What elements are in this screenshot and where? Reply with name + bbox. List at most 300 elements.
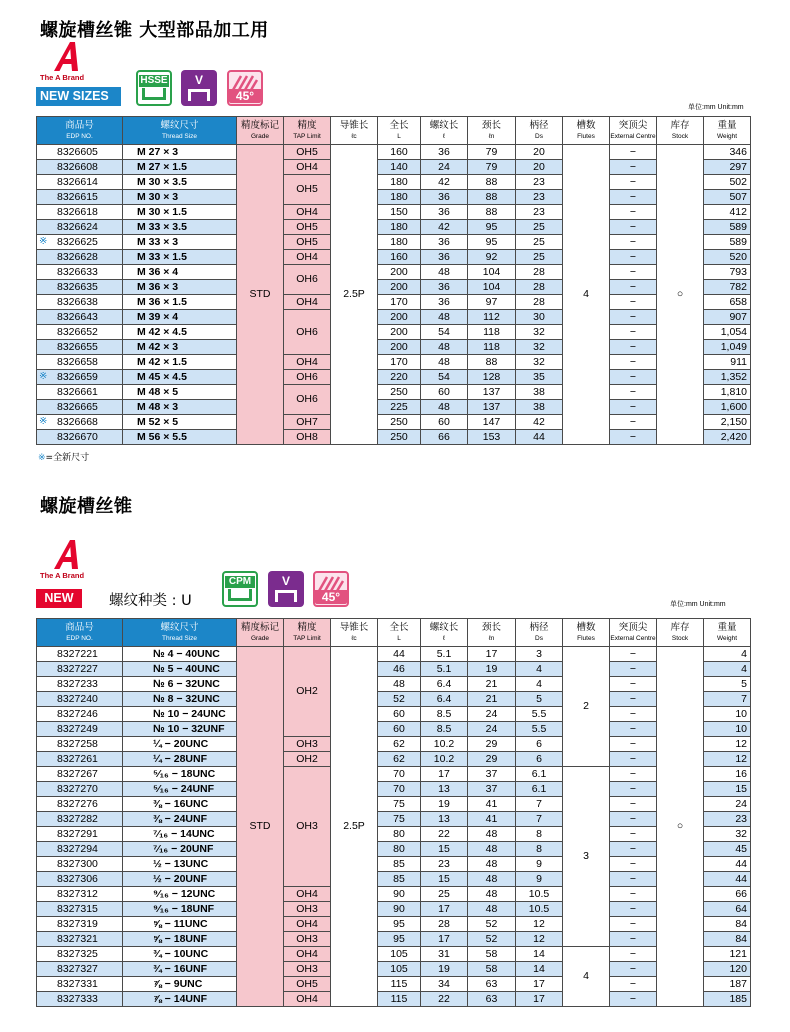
overall-length: 200 [378, 340, 421, 355]
header-center: 突顶尖 External Centre [610, 117, 657, 145]
unit-label: 单位:mm Unit:mm [670, 601, 726, 608]
thread-size: M 42 × 4.5 [123, 325, 237, 340]
table-row [37, 295, 751, 310]
external-centre: − [610, 662, 657, 677]
table-row [37, 310, 751, 325]
thread-size: M 33 × 1.5 [123, 250, 237, 265]
thread-size: № 10 − 24UNC [123, 707, 237, 722]
edp-number: 8327258 [37, 737, 123, 752]
edp-number: 8327276 [37, 797, 123, 812]
tap-limit: OH2 [284, 647, 331, 737]
thread-size: ¼ − 20UNC [123, 737, 237, 752]
tap-limit: OH3 [284, 902, 331, 917]
weight: 16 [704, 767, 751, 782]
shank-diameter: 42 [516, 415, 563, 430]
external-centre: − [610, 430, 657, 445]
weight: 346 [704, 145, 751, 160]
thread-length: 15 [421, 872, 468, 887]
section-title-large-parts: 螺旋槽丝锥 大型部品加工用 [40, 20, 269, 41]
external-centre: − [610, 220, 657, 235]
weight: 66 [704, 887, 751, 902]
thread-size: ⅝ − 11UNC [123, 917, 237, 932]
thread-length: 60 [421, 385, 468, 400]
edp-number: 8326605 [37, 145, 123, 160]
weight: 907 [704, 310, 751, 325]
shank-diameter: 23 [516, 175, 563, 190]
overall-length: 52 [378, 692, 421, 707]
edp-number: 8326624 [37, 220, 123, 235]
header-center: 突顶尖 External Centre [610, 619, 657, 647]
tap-limit: OH6 [284, 265, 331, 295]
external-centre: − [610, 175, 657, 190]
thread-length: 22 [421, 827, 468, 842]
thread-size: M 48 × 3 [123, 400, 237, 415]
overall-length: 115 [378, 992, 421, 1007]
thread-size: № 5 − 40UNC [123, 662, 237, 677]
shank-diameter: 20 [516, 145, 563, 160]
neck-length: 24 [468, 722, 516, 737]
edp-number: 8327331 [37, 977, 123, 992]
shank-diameter: 25 [516, 250, 563, 265]
grade: STD [237, 647, 284, 1007]
table-row [37, 415, 751, 430]
neck-length: 63 [468, 992, 516, 1007]
header-neck: 颈长 ℓn [468, 619, 516, 647]
table-row [37, 340, 751, 355]
thread-size: M 27 × 3 [123, 145, 237, 160]
v-coating-icon: V [268, 571, 304, 607]
weight: 44 [704, 857, 751, 872]
neck-length: 48 [468, 902, 516, 917]
new-size-mark: ※ [39, 371, 48, 382]
header-flutes: 槽数 Flutes [563, 619, 610, 647]
shank-diameter: 28 [516, 280, 563, 295]
thread-size: ¾ − 10UNC [123, 947, 237, 962]
a-brand-logo-icon [48, 40, 88, 72]
tap-limit: OH5 [284, 220, 331, 235]
table-row [37, 692, 751, 707]
neck-length: 48 [468, 857, 516, 872]
thread-size: ½ − 20UNF [123, 872, 237, 887]
overall-length: 70 [378, 767, 421, 782]
overall-length: 75 [378, 797, 421, 812]
thread-size: M 52 × 5 [123, 415, 237, 430]
edp-number: 8327227 [37, 662, 123, 677]
flutes: 4 [563, 947, 610, 1007]
shank-diameter: 14 [516, 962, 563, 977]
edp-number: 8326614 [37, 175, 123, 190]
header-weight: 重量 Weight [704, 619, 751, 647]
edp-number: 8326628 [37, 250, 123, 265]
neck-length: 58 [468, 947, 516, 962]
edp-number: 8327321 [37, 932, 123, 947]
table-row [37, 992, 751, 1007]
tap-limit: OH4 [284, 947, 331, 962]
shank-diameter: 30 [516, 310, 563, 325]
header-length: 全长 L [378, 117, 421, 145]
shank-diameter: 9 [516, 872, 563, 887]
neck-length: 137 [468, 385, 516, 400]
tap-limit: OH8 [284, 430, 331, 445]
shank-diameter: 4 [516, 662, 563, 677]
table-row [37, 175, 751, 190]
thread-size: ¼ − 28UNF [123, 752, 237, 767]
thread-size: ⁷⁄₁₆ − 20UNF [123, 842, 237, 857]
edp-number: 8326661 [37, 385, 123, 400]
thread-size: M 39 × 4 [123, 310, 237, 325]
table-row [37, 160, 751, 175]
tap-limit: OH4 [284, 992, 331, 1007]
external-centre: − [610, 145, 657, 160]
thread-size: № 6 − 32UNC [123, 677, 237, 692]
thread-size: ⅜ − 24UNF [123, 812, 237, 827]
header-grade: 精度标记 Grade [237, 619, 284, 647]
thread-size: M 42 × 1.5 [123, 355, 237, 370]
header-limit: 精度 TAP Limit [284, 117, 331, 145]
edp-number: 8327306 [37, 872, 123, 887]
neck-length: 41 [468, 797, 516, 812]
external-centre: − [610, 887, 657, 902]
external-centre: − [610, 415, 657, 430]
weight: 12 [704, 752, 751, 767]
external-centre: − [610, 280, 657, 295]
edp-number: 8326643 [37, 310, 123, 325]
header-length: 全长 L [378, 619, 421, 647]
thread-size: M 42 × 3 [123, 340, 237, 355]
weight: 1,049 [704, 340, 751, 355]
neck-length: 147 [468, 415, 516, 430]
overall-length: 140 [378, 160, 421, 175]
spiral-45-degree-icon: 45° [313, 571, 349, 607]
weight: 5 [704, 677, 751, 692]
thread-size: M 30 × 3 [123, 190, 237, 205]
tap-limit: OH4 [284, 160, 331, 175]
shank-diameter: 28 [516, 295, 563, 310]
neck-length: 88 [468, 355, 516, 370]
neck-length: 41 [468, 812, 516, 827]
weight: 45 [704, 842, 751, 857]
thread-size: ⁹⁄₁₆ − 18UNF [123, 902, 237, 917]
table-row [37, 220, 751, 235]
neck-length: 21 [468, 677, 516, 692]
edp-number: 8326655 [37, 340, 123, 355]
thread-size: M 30 × 3.5 [123, 175, 237, 190]
weight: 15 [704, 782, 751, 797]
thread-size: № 4 − 40UNC [123, 647, 237, 662]
external-centre: − [610, 250, 657, 265]
external-centre: − [610, 647, 657, 662]
tap-limit: OH3 [284, 932, 331, 947]
thread-size: M 36 × 3 [123, 280, 237, 295]
edp-number: 8326670 [37, 430, 123, 445]
spiral-tap-large-parts-table [36, 116, 751, 445]
external-centre: − [610, 325, 657, 340]
brand-logo: The A Brand [40, 40, 88, 82]
shank-diameter: 3 [516, 647, 563, 662]
external-centre: − [610, 370, 657, 385]
overall-length: 180 [378, 235, 421, 250]
neck-length: 88 [468, 175, 516, 190]
header-flutes: 槽数 Flutes [563, 117, 610, 145]
overall-length: 180 [378, 220, 421, 235]
table-row [37, 887, 751, 902]
thread-size: ⁷⁄₁₆ − 14UNC [123, 827, 237, 842]
new-badge: NEW [36, 589, 82, 608]
overall-length: 105 [378, 962, 421, 977]
edp-number: 8326652 [37, 325, 123, 340]
tap-limit: OH4 [284, 205, 331, 220]
edp-number: 8326608 [37, 160, 123, 175]
thread-length: 42 [421, 175, 468, 190]
edp-number: 8327294 [37, 842, 123, 857]
header-thread: 螺纹尺寸 Thread Size [123, 619, 237, 647]
neck-length: 118 [468, 340, 516, 355]
header-chamfer: 导锥长 ℓc [331, 619, 378, 647]
table-row [37, 767, 751, 782]
table-row [37, 947, 751, 962]
stock: ○ [657, 145, 704, 445]
thread-size: ⅞ − 14UNF [123, 992, 237, 1007]
external-centre: − [610, 190, 657, 205]
table-row [37, 917, 751, 932]
edp-number: 8327282 [37, 812, 123, 827]
external-centre: − [610, 400, 657, 415]
header-shank: 柄径 Ds [516, 619, 563, 647]
external-centre: − [610, 385, 657, 400]
shank-diameter: 28 [516, 265, 563, 280]
neck-length: 37 [468, 782, 516, 797]
tap-limit: OH4 [284, 355, 331, 370]
shank-diameter: 10.5 [516, 902, 563, 917]
header-grade: 精度标记 Grade [237, 117, 284, 145]
table-row [37, 385, 751, 400]
tap-limit: OH5 [284, 235, 331, 250]
edp-number: 8327233 [37, 677, 123, 692]
external-centre: − [610, 782, 657, 797]
table-row [37, 977, 751, 992]
tap-limit: OH4 [284, 887, 331, 902]
weight: 32 [704, 827, 751, 842]
shank-diameter: 12 [516, 917, 563, 932]
edp-number: 8327333 [37, 992, 123, 1007]
neck-length: 95 [468, 220, 516, 235]
edp-number: 8326658 [37, 355, 123, 370]
new-size-mark: ※ [39, 416, 48, 427]
edp-number: 8327325 [37, 947, 123, 962]
overall-length: 75 [378, 812, 421, 827]
overall-length: 90 [378, 887, 421, 902]
edp-number: 8326618 [37, 205, 123, 220]
header-thread-length: 螺纹长 ℓ [421, 619, 468, 647]
table-row [37, 752, 751, 767]
neck-length: 104 [468, 265, 516, 280]
shank-diameter: 25 [516, 235, 563, 250]
table-row [37, 872, 751, 887]
thread-length: 13 [421, 812, 468, 827]
shank-diameter: 6.1 [516, 782, 563, 797]
external-centre: − [610, 205, 657, 220]
external-centre: − [610, 265, 657, 280]
table-row [37, 827, 751, 842]
tap-limit: OH6 [284, 370, 331, 385]
tap-limit: OH3 [284, 962, 331, 977]
new-size-mark: ※ [39, 236, 48, 247]
overall-length: 170 [378, 295, 421, 310]
weight: 84 [704, 917, 751, 932]
overall-length: 200 [378, 280, 421, 295]
tap-limit: OH5 [284, 145, 331, 160]
thread-length: 5.1 [421, 647, 468, 662]
header-stock: 库存 Stock [657, 117, 704, 145]
external-centre: − [610, 977, 657, 992]
overall-length: 62 [378, 737, 421, 752]
overall-length: 200 [378, 310, 421, 325]
neck-length: 92 [468, 250, 516, 265]
neck-length: 29 [468, 737, 516, 752]
table-row [37, 370, 751, 385]
shank-diameter: 4 [516, 677, 563, 692]
tap-limit: OH4 [284, 917, 331, 932]
external-centre: − [610, 932, 657, 947]
header-weight: 重量 Weight [704, 117, 751, 145]
shank-diameter: 17 [516, 977, 563, 992]
neck-length: 153 [468, 430, 516, 445]
neck-length: 97 [468, 295, 516, 310]
thread-length: 15 [421, 842, 468, 857]
shank-diameter: 32 [516, 340, 563, 355]
header-limit: 精度 TAP Limit [284, 619, 331, 647]
thread-length: 6.4 [421, 677, 468, 692]
external-centre: − [610, 962, 657, 977]
tap-limit: OH2 [284, 752, 331, 767]
edp-number: 8326638 [37, 295, 123, 310]
overall-length: 70 [378, 782, 421, 797]
thread-length: 23 [421, 857, 468, 872]
weight: 10 [704, 722, 751, 737]
thread-size: ⅞ − 9UNC [123, 977, 237, 992]
overall-length: 220 [378, 370, 421, 385]
external-centre: − [610, 812, 657, 827]
neck-length: 104 [468, 280, 516, 295]
thread-length: 19 [421, 962, 468, 977]
external-centre: − [610, 767, 657, 782]
shank-diameter: 7 [516, 812, 563, 827]
thread-type-label: 螺纹种类 : U [109, 593, 192, 609]
shank-diameter: 32 [516, 355, 563, 370]
thread-length: 66 [421, 430, 468, 445]
table-row [37, 647, 751, 662]
neck-length: 48 [468, 842, 516, 857]
thread-length: 36 [421, 250, 468, 265]
external-centre: − [610, 295, 657, 310]
edp-number: 8327249 [37, 722, 123, 737]
tap-limit: OH3 [284, 767, 331, 887]
weight: 502 [704, 175, 751, 190]
thread-size: M 27 × 1.5 [123, 160, 237, 175]
weight: 185 [704, 992, 751, 1007]
thread-length: 36 [421, 295, 468, 310]
neck-length: 118 [468, 325, 516, 340]
new-size-note: ※=全新尺寸 [38, 453, 90, 463]
edp-number: 8326665 [37, 400, 123, 415]
shank-diameter: 9 [516, 857, 563, 872]
table-row [37, 235, 751, 250]
chamfer-length: 2.5P [331, 647, 378, 1007]
neck-length: 112 [468, 310, 516, 325]
weight: 1,054 [704, 325, 751, 340]
edp-number: 8326635 [37, 280, 123, 295]
shank-diameter: 23 [516, 190, 563, 205]
overall-length: 170 [378, 355, 421, 370]
thread-size: M 48 × 5 [123, 385, 237, 400]
overall-length: 250 [378, 430, 421, 445]
shank-diameter: 14 [516, 947, 563, 962]
overall-length: 62 [378, 752, 421, 767]
table-row [37, 190, 751, 205]
table-row [37, 400, 751, 415]
thread-size: M 56 × 5.5 [123, 430, 237, 445]
external-centre: − [610, 355, 657, 370]
edp-number: 8327221 [37, 647, 123, 662]
external-centre: − [610, 707, 657, 722]
weight: 793 [704, 265, 751, 280]
thread-length: 6.4 [421, 692, 468, 707]
external-centre: − [610, 160, 657, 175]
tap-limit: OH5 [284, 977, 331, 992]
shank-diameter: 8 [516, 842, 563, 857]
edp-number: 8327270 [37, 782, 123, 797]
edp-number: 8327291 [37, 827, 123, 842]
edp-number: ※ 8326659 [37, 370, 123, 385]
weight: 782 [704, 280, 751, 295]
thread-length: 25 [421, 887, 468, 902]
thread-size: № 8 − 32UNC [123, 692, 237, 707]
table-row [37, 932, 751, 947]
external-centre: − [610, 797, 657, 812]
shank-diameter: 20 [516, 160, 563, 175]
edp-number: ※ 8326625 [37, 235, 123, 250]
weight: 589 [704, 220, 751, 235]
thread-size: № 10 − 32UNF [123, 722, 237, 737]
edp-number: 8327267 [37, 767, 123, 782]
neck-length: 137 [468, 400, 516, 415]
table-row [37, 250, 751, 265]
table-row [37, 145, 751, 160]
overall-length: 85 [378, 857, 421, 872]
thread-length: 17 [421, 902, 468, 917]
thread-size: ½ − 13UNC [123, 857, 237, 872]
external-centre: − [610, 827, 657, 842]
edp-number: 8327261 [37, 752, 123, 767]
thread-size: ¾ − 16UNF [123, 962, 237, 977]
shank-diameter: 10.5 [516, 887, 563, 902]
thread-length: 54 [421, 370, 468, 385]
overall-length: 80 [378, 842, 421, 857]
overall-length: 48 [378, 677, 421, 692]
thread-length: 13 [421, 782, 468, 797]
header-neck: 颈长 ℓn [468, 117, 516, 145]
external-centre: − [610, 992, 657, 1007]
edp-number: 8326633 [37, 265, 123, 280]
shank-diameter: 5.5 [516, 707, 563, 722]
tap-limit: OH6 [284, 385, 331, 415]
thread-size: ⁹⁄₁₆ − 12UNC [123, 887, 237, 902]
overall-length: 180 [378, 190, 421, 205]
neck-length: 52 [468, 917, 516, 932]
thread-length: 17 [421, 932, 468, 947]
edp-number: 8327312 [37, 887, 123, 902]
weight: 520 [704, 250, 751, 265]
